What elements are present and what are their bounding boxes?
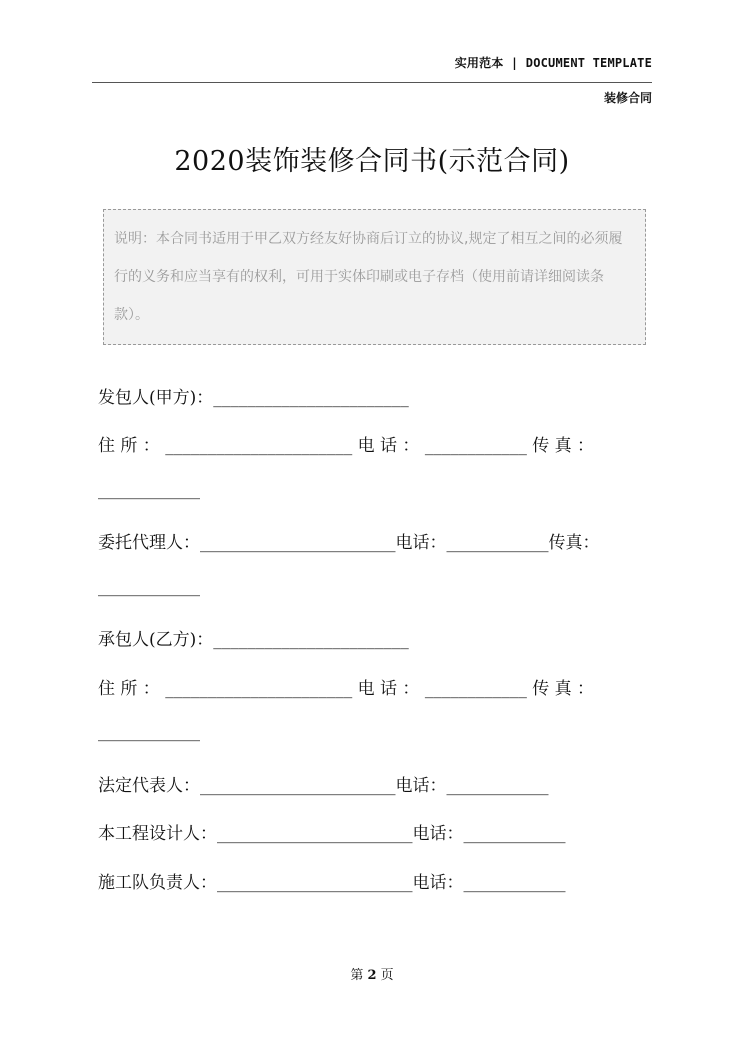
field-contractor: 承包人(乙方)：_______________________ [98, 630, 409, 650]
field-legal-representative: 法定代表人：_______________________电话：____________ [98, 776, 549, 796]
page-prefix: 第 [350, 968, 364, 983]
field-employer-fax-blank: ____________ [98, 480, 200, 500]
header-category: 实用范本 | DOCUMENT TEMPLATE [454, 56, 652, 70]
field-agent-fax-blank: ____________ [98, 577, 200, 597]
page-suffix: 页 [380, 968, 394, 983]
header-subcategory: 装修合同 [603, 91, 652, 105]
field-employer: 发包人(甲方)：_______________________ [98, 388, 409, 408]
field-contractor-fax-blank: ____________ [98, 722, 200, 742]
note-text: 说明：本合同书适用于甲乙双方经友好协商后订立的协议,规定了相互之间的必须履行的义务和应当享有的权利，可用于实体印刷或电子存档（使用前请详细阅读条款）。 [114, 231, 623, 323]
field-construction-lead: 施工队负责人：_______________________电话：____________ [98, 873, 566, 893]
field-designer: 本工程设计人：_______________________电话：____________ [98, 824, 566, 844]
document-title: 2020装饰装修合同书(示范合同) [174, 146, 570, 177]
note-box [103, 209, 646, 345]
header-divider [92, 82, 652, 83]
page-number: 2 [367, 968, 377, 983]
field-agent: 委托代理人：_______________________电话：____________传真： [98, 533, 600, 553]
field-contractor-address: 住 所 ： ______________________ 电 话 ： ____________ 传 真 ： [98, 679, 595, 699]
page-footer [0, 964, 744, 983]
field-employer-address: 住 所 ： ______________________ 电 话 ： ____________ 传 真 ： [98, 436, 595, 456]
